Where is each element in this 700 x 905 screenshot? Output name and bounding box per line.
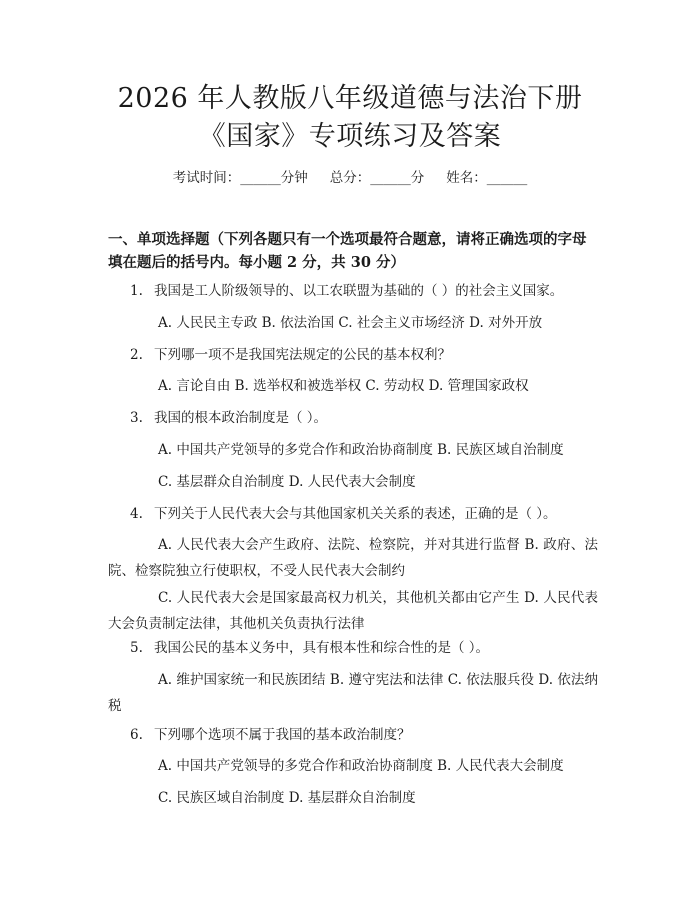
document-title: 2026 年人教版八年级道德与法治下册《国家》专项练习及答案 (117, 83, 583, 152)
question-3-options-c-d: C. 基层群众自治制度 D. 人民代表大会制度 (158, 474, 416, 490)
question-number: 1. (130, 283, 143, 299)
question-number: 2. (130, 347, 143, 363)
exam-score: 总分：______分 (329, 170, 425, 186)
question-2 (108, 345, 598, 366)
question-4-options-c-d: C. 人民代表大会是国家最高权力机关，其他机关都由它产生 D. 人民代表大会负责制定法律，其他机关负责执行法律 (108, 590, 598, 632)
question-4 (108, 504, 598, 525)
exam-time: 考试时间：______分钟 (172, 170, 308, 186)
question-text: 我国的根本政治制度是（ ）。 (154, 410, 328, 426)
question-number: 5. (130, 640, 143, 656)
question-number: 6. (130, 727, 143, 743)
question-number: 4. (130, 506, 143, 522)
section-heading: 一、单项选择题（下列各题只有一个选项最符合题意，请将正确选项的字母填在题后的括号内。每小题 2 分，共 30 分） (108, 231, 587, 271)
question-2-options: A. 言论自由 B. 选举权和被选举权 C. 劳动权 D. 管理国家政权 (158, 378, 529, 394)
question-text: 下列关于人民代表大会与其他国家机关关系的表述，正确的是（ ）。 (154, 506, 557, 522)
question-number: 3. (130, 410, 143, 426)
question-6 (108, 725, 598, 746)
question-text: 下列哪个选项不属于我国的基本政治制度？ (154, 727, 411, 743)
question-1 (108, 281, 598, 302)
question-3 (108, 408, 598, 429)
question-5 (108, 638, 598, 659)
question-text: 下列哪一项不是我国宪法规定的公民的基本权利？ (154, 347, 451, 363)
question-1-options: A. 人民民主专政 B. 依法治国 C. 社会主义市场经济 D. 对外开放 (158, 315, 543, 331)
question-5-options: A. 维护国家统一和民族团结 B. 遵守宪法和法律 C. 依法服兵役 D. 依法纳税 (108, 672, 598, 714)
exam-name: 姓名：______ (446, 170, 528, 186)
question-4-options-a-b: A. 人民代表大会产生政府、法院、检察院，并对其进行监督 B. 政府、法院、检察院独立行使职权，不受人民代表大会制约 (108, 537, 598, 579)
question-text: 我国公民的基本义务中，具有根本性和综合性的是（ ）。 (154, 640, 490, 656)
question-6-options-c-d: C. 民族区域自治制度 D. 基层群众自治制度 (158, 790, 416, 806)
exam-meta (0, 168, 700, 188)
question-text: 我国是工人阶级领导的、以工农联盟为基础的（ ）的社会主义国家。 (154, 283, 564, 299)
question-6-options-a-b: A. 中国共产党领导的多党合作和政治协商制度 B. 人民代表大会制度 (158, 758, 564, 774)
question-3-options-a-b: A. 中国共产党领导的多党合作和政治协商制度 B. 民族区域自治制度 (158, 442, 564, 458)
